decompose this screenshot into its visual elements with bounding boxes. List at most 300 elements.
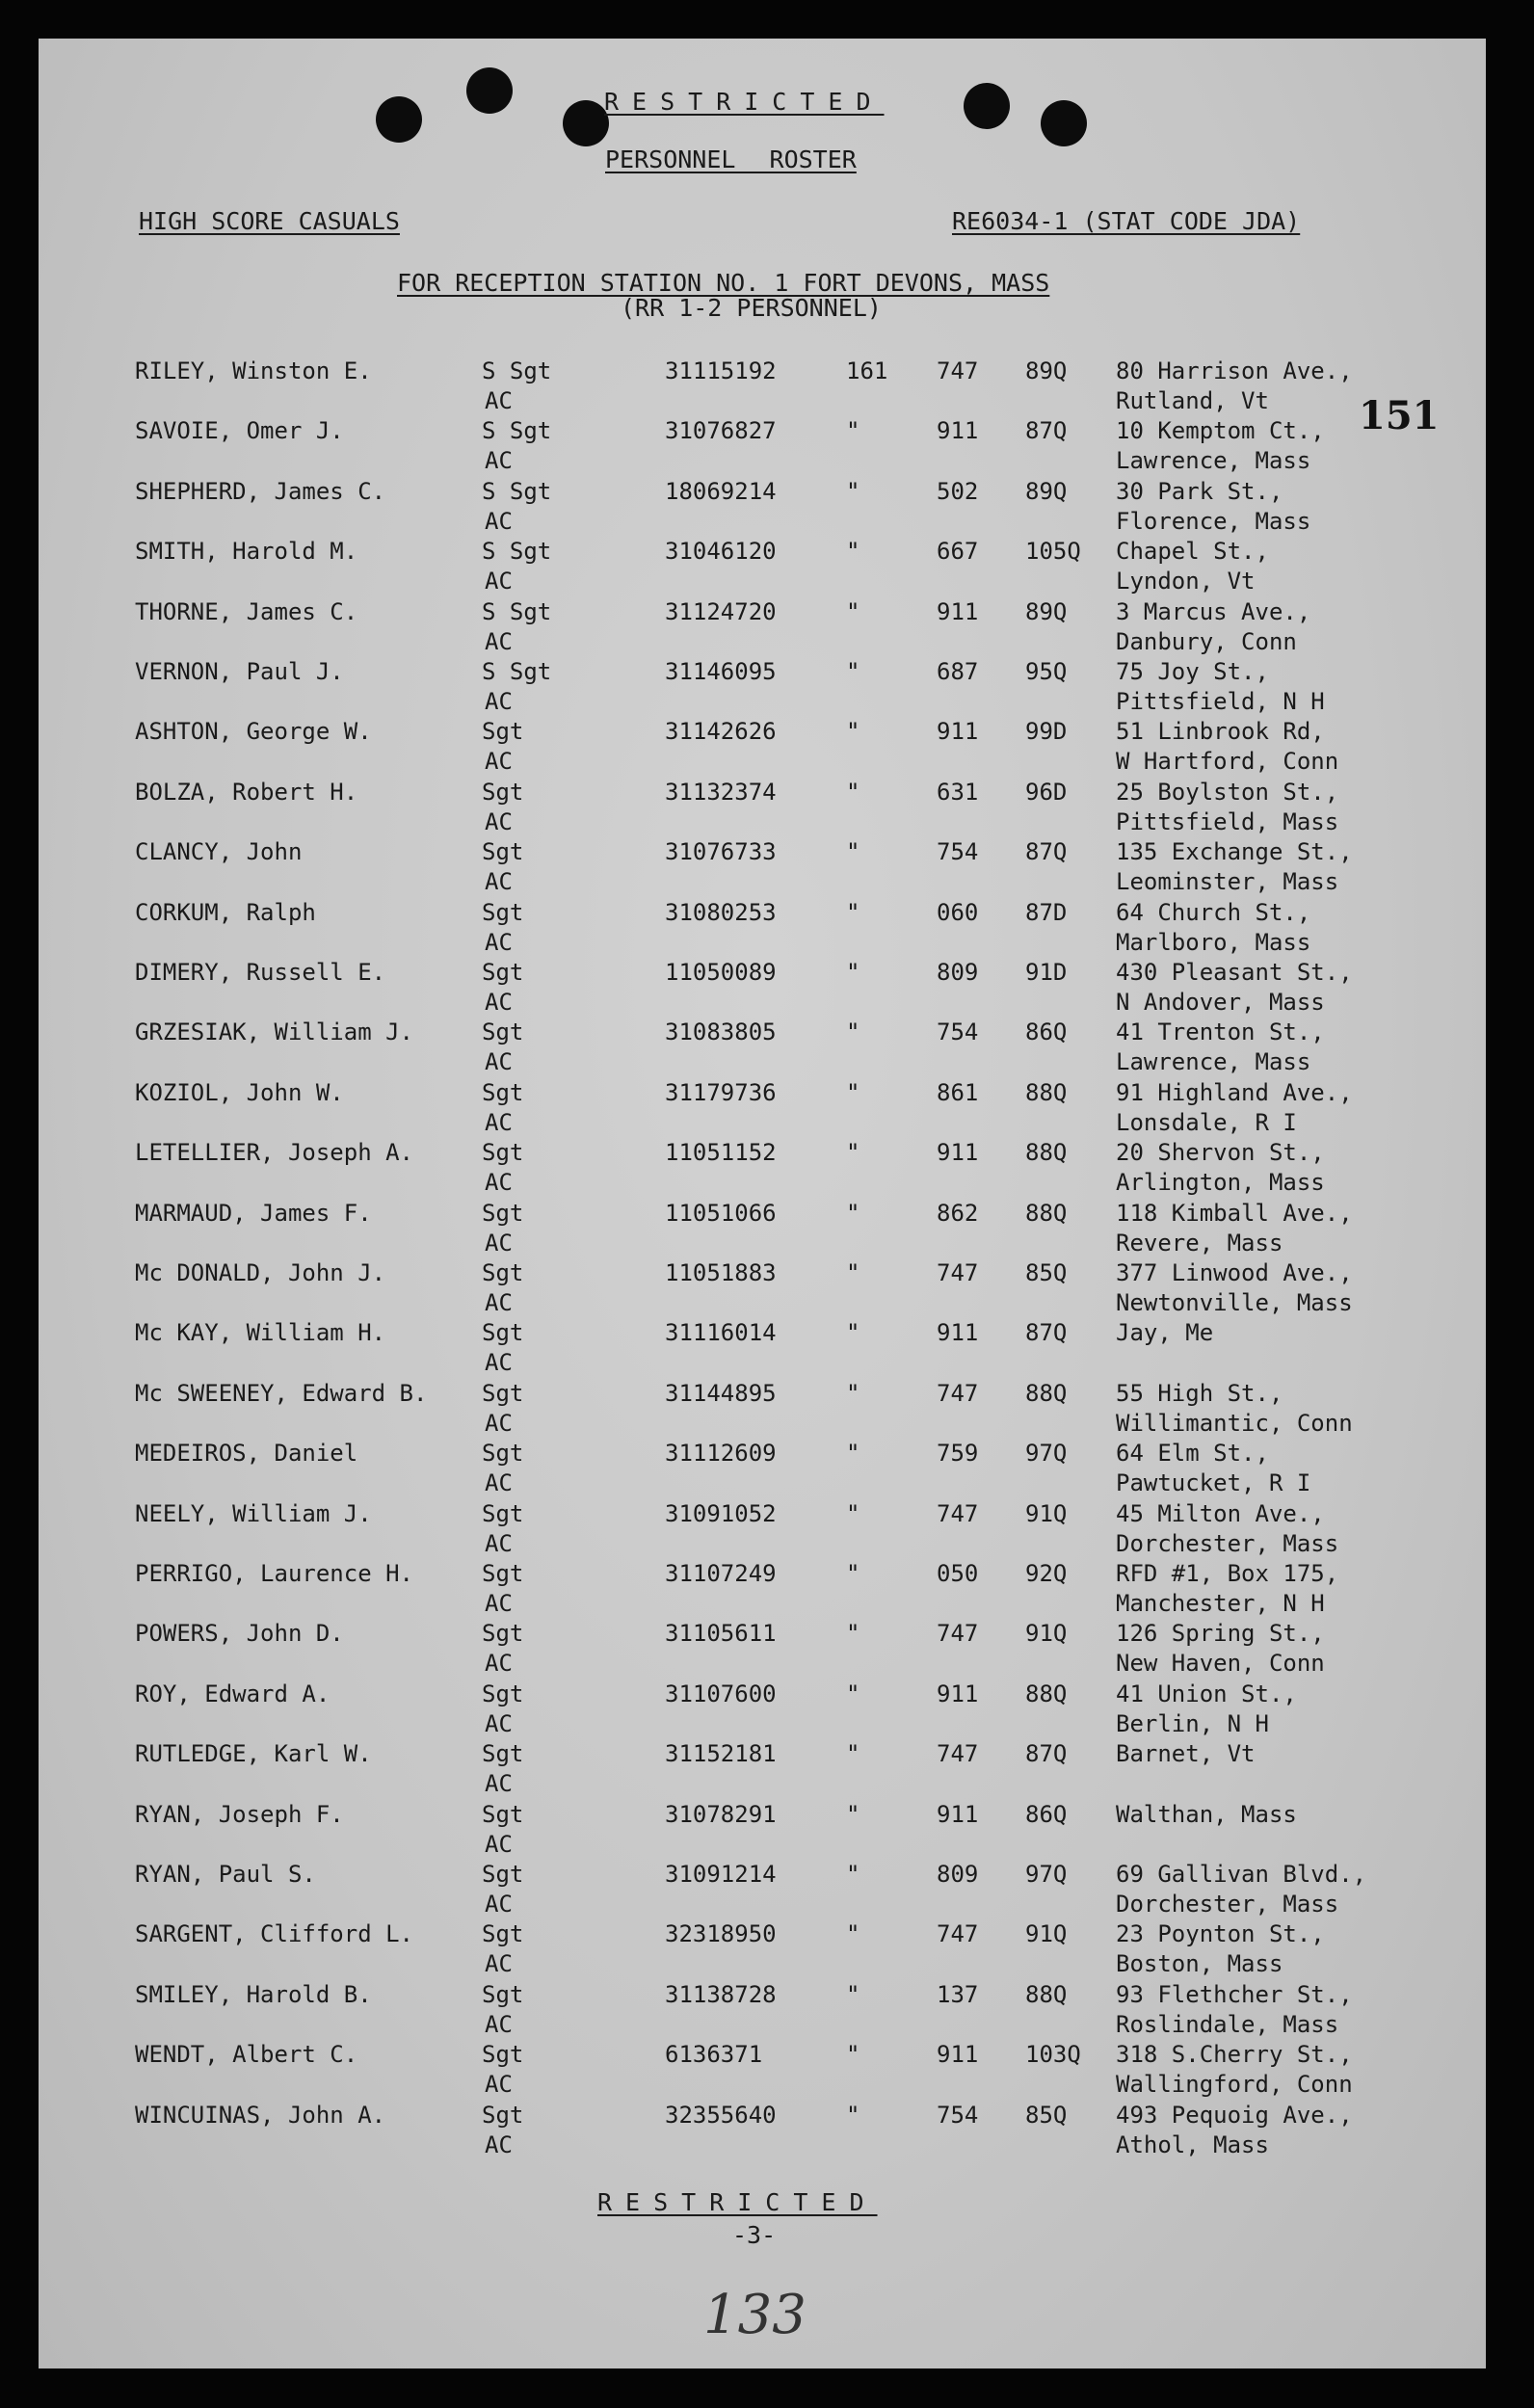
person-name: SAVOIE, Omer J.: [135, 417, 344, 445]
branch: AC: [485, 1770, 513, 1798]
rank: Sgt: [482, 1019, 524, 1046]
roster-row: [39, 1919, 1486, 1979]
mos-code: 911: [937, 718, 979, 746]
score-code: 91Q: [1025, 1920, 1068, 1948]
score-code: 105Q: [1025, 538, 1081, 566]
serial-number: 11051152: [665, 1139, 777, 1167]
code-column: ": [846, 898, 860, 926]
mos-code: 911: [937, 417, 979, 445]
rank: Sgt: [482, 1980, 524, 2008]
score-code: 88Q: [1025, 1379, 1068, 1407]
code-column: ": [846, 1680, 860, 1707]
rank: Sgt: [482, 838, 524, 866]
branch: AC: [485, 807, 513, 835]
mos-code: 754: [937, 838, 979, 866]
person-name: VERNON, Paul J.: [135, 658, 344, 685]
address-line-2: Wallingford, Conn: [1116, 2071, 1353, 2099]
document-page: [39, 39, 1486, 2368]
address-line-1: 51 Linbrook Rd,: [1116, 718, 1325, 746]
person-name: RUTLEDGE, Karl W.: [135, 1740, 372, 1768]
code-column: ": [846, 838, 860, 866]
serial-number: 31107600: [665, 1680, 777, 1707]
branch: AC: [485, 1830, 513, 1858]
code-column: ": [846, 1920, 860, 1948]
rank: Sgt: [482, 1800, 524, 1828]
address-line-1: Barnet, Vt: [1116, 1740, 1256, 1768]
person-name: POWERS, John D.: [135, 1620, 344, 1648]
address-line-1: 430 Pleasant St.,: [1116, 959, 1353, 986]
roster-row: [39, 1680, 1486, 1739]
rank: Sgt: [482, 1199, 524, 1227]
page-stamp-number: 151: [1359, 393, 1440, 438]
address-line-2: Willimantic, Conn: [1116, 1409, 1353, 1437]
address-line-1: 30 Park St.,: [1116, 477, 1283, 505]
serial-number: 32318950: [665, 1920, 777, 1948]
code-column: ": [846, 1800, 860, 1828]
person-name: SARGENT, Clifford L.: [135, 1920, 413, 1948]
roster-row: [39, 1258, 1486, 1318]
branch: AC: [485, 2010, 513, 2038]
code-column: ": [846, 1319, 860, 1347]
roster-row: [39, 778, 1486, 837]
rank: Sgt: [482, 1560, 524, 1587]
serial-number: 31146095: [665, 658, 777, 685]
address-line-2: Boston, Mass: [1116, 1950, 1283, 1978]
person-name: BOLZA, Robert H.: [135, 778, 358, 806]
serial-number: 31078291: [665, 1800, 777, 1828]
rank: S Sgt: [482, 658, 552, 685]
serial-number: 6136371: [665, 2041, 763, 2069]
score-code: 88Q: [1025, 1680, 1068, 1707]
score-code: 87D: [1025, 898, 1068, 926]
code-column: ": [846, 778, 860, 806]
roster-row: [39, 657, 1486, 717]
code-column: ": [846, 477, 860, 505]
mos-code: 747: [937, 1499, 979, 1527]
person-name: NEELY, William J.: [135, 1499, 372, 1527]
address-line-1: 10 Kemptom Ct.,: [1116, 417, 1325, 445]
serial-number: 31046120: [665, 538, 777, 566]
serial-number: 31179736: [665, 1078, 777, 1106]
roster-row: [39, 1499, 1486, 1559]
code-column: ": [846, 2101, 860, 2129]
serial-number: 11051883: [665, 1259, 777, 1286]
address-line-2: Florence, Mass: [1116, 507, 1311, 535]
code-column: ": [846, 1259, 860, 1286]
branch: AC: [485, 507, 513, 535]
person-name: SMITH, Harold M.: [135, 538, 358, 566]
code-column: ": [846, 718, 860, 746]
serial-number: 11050089: [665, 959, 777, 986]
mos-code: 631: [937, 778, 979, 806]
serial-number: 31116014: [665, 1319, 777, 1347]
roster-row: [39, 898, 1486, 958]
rank: Sgt: [482, 1259, 524, 1286]
destination-heading: FOR RECEPTION STATION NO. 1 FORT DEVONS, MASS: [397, 269, 1050, 297]
roster-row: [39, 717, 1486, 777]
branch: AC: [485, 928, 513, 956]
roster-row: [39, 597, 1486, 657]
rank: S Sgt: [482, 357, 552, 384]
person-name: SHEPHERD, James C.: [135, 477, 386, 505]
mos-code: 747: [937, 1259, 979, 1286]
roster-row: [39, 1078, 1486, 1138]
score-code: 88Q: [1025, 1078, 1068, 1106]
code-column: ": [846, 417, 860, 445]
address-line-1: Jay, Me: [1116, 1319, 1214, 1347]
person-name: ASHTON, George W.: [135, 718, 372, 746]
code-column: ": [846, 1499, 860, 1527]
person-name: RYAN, Joseph F.: [135, 1800, 344, 1828]
person-name: RILEY, Winston E.: [135, 357, 372, 384]
branch: AC: [485, 627, 513, 655]
person-name: CLANCY, John: [135, 838, 303, 866]
person-name: CORKUM, Ralph: [135, 898, 316, 926]
page-number: -3-: [732, 2221, 777, 2249]
mos-code: 747: [937, 1920, 979, 1948]
branch: AC: [485, 1108, 513, 1136]
person-name: RYAN, Paul S.: [135, 1861, 316, 1888]
branch: AC: [485, 447, 513, 475]
rank: Sgt: [482, 1620, 524, 1648]
score-code: 88Q: [1025, 1980, 1068, 2008]
score-code: 87Q: [1025, 417, 1068, 445]
branch: AC: [485, 1469, 513, 1497]
address-line-2: Revere, Mass: [1116, 1229, 1283, 1257]
score-code: 96D: [1025, 778, 1068, 806]
address-line-2: Dorchester, Mass: [1116, 1529, 1339, 1557]
address-line-2: Pittsfield, N H: [1116, 688, 1325, 715]
score-code: 88Q: [1025, 1139, 1068, 1167]
rank: S Sgt: [482, 538, 552, 566]
personnel-roster: [39, 39, 1486, 2368]
person-name: THORNE, James C.: [135, 597, 358, 625]
person-name: Mc DONALD, John J.: [135, 1259, 386, 1286]
address-line-1: 93 Flethcher St.,: [1116, 1980, 1353, 2008]
serial-number: 31083805: [665, 1019, 777, 1046]
branch: AC: [485, 1650, 513, 1678]
roster-row: [39, 357, 1486, 416]
mos-code: 747: [937, 1740, 979, 1768]
branch: AC: [485, 1289, 513, 1316]
address-line-2: Rutland, Vt: [1116, 387, 1269, 414]
address-line-1: 41 Union St.,: [1116, 1680, 1297, 1707]
mos-code: 759: [937, 1440, 979, 1468]
mos-code: 687: [937, 658, 979, 685]
serial-number: 31091052: [665, 1499, 777, 1527]
score-code: 99D: [1025, 718, 1068, 746]
address-line-1: 126 Spring St.,: [1116, 1620, 1325, 1648]
mos-code: 747: [937, 1620, 979, 1648]
branch: AC: [485, 1349, 513, 1377]
serial-number: 31142626: [665, 718, 777, 746]
address-line-2: Berlin, N H: [1116, 1709, 1269, 1737]
score-code: 85Q: [1025, 2101, 1068, 2129]
serial-number: 31144895: [665, 1379, 777, 1407]
roster-subtitle: PERSONNEL ROSTER: [605, 146, 857, 173]
mos-code: 911: [937, 1319, 979, 1347]
branch: AC: [485, 1709, 513, 1737]
address-line-2: Lyndon, Vt: [1116, 568, 1256, 595]
person-name: GRZESIAK, William J.: [135, 1019, 413, 1046]
score-code: 87Q: [1025, 838, 1068, 866]
score-code: 89Q: [1025, 477, 1068, 505]
branch: AC: [485, 748, 513, 776]
serial-number: 31076827: [665, 417, 777, 445]
address-line-1: 45 Milton Ave.,: [1116, 1499, 1325, 1527]
mos-code: 754: [937, 1019, 979, 1046]
address-line-1: 20 Shervon St.,: [1116, 1139, 1325, 1167]
classification-footer: RESTRICTED: [597, 2188, 878, 2216]
mos-code: 911: [937, 1680, 979, 1707]
mos-code: 502: [937, 477, 979, 505]
address-line-1: 55 High St.,: [1116, 1379, 1283, 1407]
rank: Sgt: [482, 1680, 524, 1707]
code-column: ": [846, 1861, 860, 1888]
roster-row: [39, 1199, 1486, 1258]
person-name: LETELLIER, Joseph A.: [135, 1139, 413, 1167]
roster-row: [39, 837, 1486, 897]
serial-number: 31080253: [665, 898, 777, 926]
branch: AC: [485, 1048, 513, 1076]
score-code: 92Q: [1025, 1560, 1068, 1587]
roster-row: [39, 1318, 1486, 1378]
serial-number: 32355640: [665, 2101, 777, 2129]
score-code: 89Q: [1025, 357, 1068, 384]
score-code: 86Q: [1025, 1019, 1068, 1046]
branch: AC: [485, 1169, 513, 1197]
serial-number: 18069214: [665, 477, 777, 505]
address-line-2: Lawrence, Mass: [1116, 447, 1311, 475]
code-column: ": [846, 1078, 860, 1106]
address-line-1: 118 Kimball Ave.,: [1116, 1199, 1353, 1227]
roster-row: [39, 1018, 1486, 1077]
score-code: 91Q: [1025, 1620, 1068, 1648]
code-column: ": [846, 1980, 860, 2008]
rank: Sgt: [482, 1740, 524, 1768]
roster-row: [39, 1800, 1486, 1860]
address-line-1: 75 Joy St.,: [1116, 658, 1269, 685]
score-code: 91Q: [1025, 1499, 1068, 1527]
address-line-2: Dorchester, Mass: [1116, 1891, 1339, 1918]
roster-row: [39, 1559, 1486, 1619]
roster-row: [39, 1860, 1486, 1919]
score-code: 87Q: [1025, 1740, 1068, 1768]
code-column: ": [846, 959, 860, 986]
mos-code: 747: [937, 357, 979, 384]
address-line-2: Lawrence, Mass: [1116, 1048, 1311, 1076]
address-line-2: Arlington, Mass: [1116, 1169, 1325, 1197]
address-line-1: 69 Gallivan Blvd.,: [1116, 1861, 1367, 1888]
serial-number: 31091214: [665, 1861, 777, 1888]
address-line-2: Pawtucket, R I: [1116, 1469, 1311, 1497]
address-line-2: New Haven, Conn: [1116, 1650, 1325, 1678]
score-code: 91D: [1025, 959, 1068, 986]
mos-code: 754: [937, 2101, 979, 2129]
address-line-1: Chapel St.,: [1116, 538, 1269, 566]
roster-row: [39, 537, 1486, 596]
rank: S Sgt: [482, 477, 552, 505]
address-line-2: Danbury, Conn: [1116, 627, 1297, 655]
rank: Sgt: [482, 898, 524, 926]
serial-number: 31076733: [665, 838, 777, 866]
mos-code: 911: [937, 2041, 979, 2069]
person-name: DIMERY, Russell E.: [135, 959, 386, 986]
address-line-1: 318 S.Cherry St.,: [1116, 2041, 1353, 2069]
person-name: PERRIGO, Laurence H.: [135, 1560, 413, 1587]
branch: AC: [485, 688, 513, 715]
address-line-2: Newtonville, Mass: [1116, 1289, 1353, 1316]
address-line-1: 41 Trenton St.,: [1116, 1019, 1325, 1046]
branch: AC: [485, 2071, 513, 2099]
rank: Sgt: [482, 2041, 524, 2069]
roster-row: [39, 416, 1486, 476]
address-line-1: 3 Marcus Ave.,: [1116, 597, 1311, 625]
address-line-1: 64 Church St.,: [1116, 898, 1311, 926]
code-column: ": [846, 1019, 860, 1046]
branch: AC: [485, 1409, 513, 1437]
code-column: ": [846, 1740, 860, 1768]
code-column: ": [846, 538, 860, 566]
classification-header: RESTRICTED: [604, 88, 885, 116]
roster-row: [39, 1439, 1486, 1498]
serial-number: 31112609: [665, 1440, 777, 1468]
roster-row: [39, 1739, 1486, 1799]
score-code: 87Q: [1025, 1319, 1068, 1347]
mos-code: 911: [937, 1139, 979, 1167]
branch: AC: [485, 1529, 513, 1557]
mos-code: 861: [937, 1078, 979, 1106]
address-line-2: Lonsdale, R I: [1116, 1108, 1297, 1136]
address-line-2: Manchester, N H: [1116, 1590, 1325, 1617]
rank: Sgt: [482, 1319, 524, 1347]
serial-number: 31107249: [665, 1560, 777, 1587]
address-line-1: 135 Exchange St.,: [1116, 838, 1353, 866]
rank: Sgt: [482, 1440, 524, 1468]
address-line-1: 80 Harrison Ave.,: [1116, 357, 1353, 384]
branch: AC: [485, 1590, 513, 1617]
serial-number: 31105611: [665, 1620, 777, 1648]
person-name: SMILEY, Harold B.: [135, 1980, 372, 2008]
address-line-2: W Hartford, Conn: [1116, 748, 1339, 776]
mos-code: 137: [937, 1980, 979, 2008]
code-column: ": [846, 658, 860, 685]
rank: S Sgt: [482, 597, 552, 625]
score-code: 103Q: [1025, 2041, 1081, 2069]
rank: S Sgt: [482, 417, 552, 445]
rank: Sgt: [482, 959, 524, 986]
address-line-1: Walthan, Mass: [1116, 1800, 1297, 1828]
person-name: MEDEIROS, Daniel: [135, 1440, 358, 1468]
person-name: WENDT, Albert C.: [135, 2041, 358, 2069]
rank: Sgt: [482, 1499, 524, 1527]
score-code: 85Q: [1025, 1259, 1068, 1286]
serial-number: 11051066: [665, 1199, 777, 1227]
code-column: 161: [846, 357, 888, 384]
serial-number: 31115192: [665, 357, 777, 384]
roster-row: [39, 477, 1486, 537]
rank: Sgt: [482, 2101, 524, 2129]
score-code: 89Q: [1025, 597, 1068, 625]
score-code: 86Q: [1025, 1800, 1068, 1828]
roster-row: [39, 1619, 1486, 1679]
roster-row: [39, 1379, 1486, 1439]
mos-code: 911: [937, 1800, 979, 1828]
code-column: ": [846, 1139, 860, 1167]
rank: Sgt: [482, 1139, 524, 1167]
rank: Sgt: [482, 1920, 524, 1948]
roster-row: [39, 1980, 1486, 2040]
code-column: ": [846, 1560, 860, 1587]
branch: AC: [485, 568, 513, 595]
personnel-type: (RR 1-2 PERSONNEL): [621, 294, 882, 322]
mos-code: 050: [937, 1560, 979, 1587]
code-column: ": [846, 1620, 860, 1648]
code-column: ": [846, 1440, 860, 1468]
person-name: ROY, Edward A.: [135, 1680, 331, 1707]
address-line-2: Marlboro, Mass: [1116, 928, 1311, 956]
code-column: ": [846, 597, 860, 625]
code-heading: RE6034-1 (STAT CODE JDA): [952, 207, 1301, 235]
address-line-1: RFD #1, Box 175,: [1116, 1560, 1339, 1587]
branch: AC: [485, 2130, 513, 2158]
branch: AC: [485, 989, 513, 1016]
rank: Sgt: [482, 1078, 524, 1106]
rank: Sgt: [482, 718, 524, 746]
branch: AC: [485, 868, 513, 896]
person-name: Mc SWEENEY, Edward B.: [135, 1379, 428, 1407]
score-code: 97Q: [1025, 1440, 1068, 1468]
mos-code: 862: [937, 1199, 979, 1227]
code-column: ": [846, 1379, 860, 1407]
branch: AC: [485, 1950, 513, 1978]
serial-number: 31132374: [665, 778, 777, 806]
score-code: 95Q: [1025, 658, 1068, 685]
mos-code: 809: [937, 1861, 979, 1888]
mos-code: 911: [937, 597, 979, 625]
score-code: 97Q: [1025, 1861, 1068, 1888]
person-name: KOZIOL, John W.: [135, 1078, 344, 1106]
unit-heading: HIGH SCORE CASUALS: [139, 207, 400, 235]
address-line-2: Pittsfield, Mass: [1116, 807, 1339, 835]
roster-row: [39, 2040, 1486, 2100]
branch: AC: [485, 1891, 513, 1918]
mos-code: 060: [937, 898, 979, 926]
roster-row: [39, 958, 1486, 1018]
score-code: 88Q: [1025, 1199, 1068, 1227]
serial-number: 31124720: [665, 597, 777, 625]
address-line-1: 23 Poynton St.,: [1116, 1920, 1325, 1948]
code-column: ": [846, 2041, 860, 2069]
roster-row: [39, 1138, 1486, 1198]
mos-code: 809: [937, 959, 979, 986]
branch: AC: [485, 387, 513, 414]
address-line-1: 377 Linwood Ave.,: [1116, 1259, 1353, 1286]
serial-number: 31152181: [665, 1740, 777, 1768]
address-line-1: 64 Elm St.,: [1116, 1440, 1269, 1468]
handwritten-number: 133: [703, 2284, 807, 2346]
address-line-2: Roslindale, Mass: [1116, 2010, 1339, 2038]
address-line-2: Athol, Mass: [1116, 2130, 1269, 2158]
roster-row: [39, 2101, 1486, 2160]
mos-code: 747: [937, 1379, 979, 1407]
mos-code: 667: [937, 538, 979, 566]
address-line-2: Leominster, Mass: [1116, 868, 1339, 896]
serial-number: 31138728: [665, 1980, 777, 2008]
address-line-2: N Andover, Mass: [1116, 989, 1325, 1016]
rank: Sgt: [482, 1861, 524, 1888]
address-line-1: 493 Pequoig Ave.,: [1116, 2101, 1353, 2129]
